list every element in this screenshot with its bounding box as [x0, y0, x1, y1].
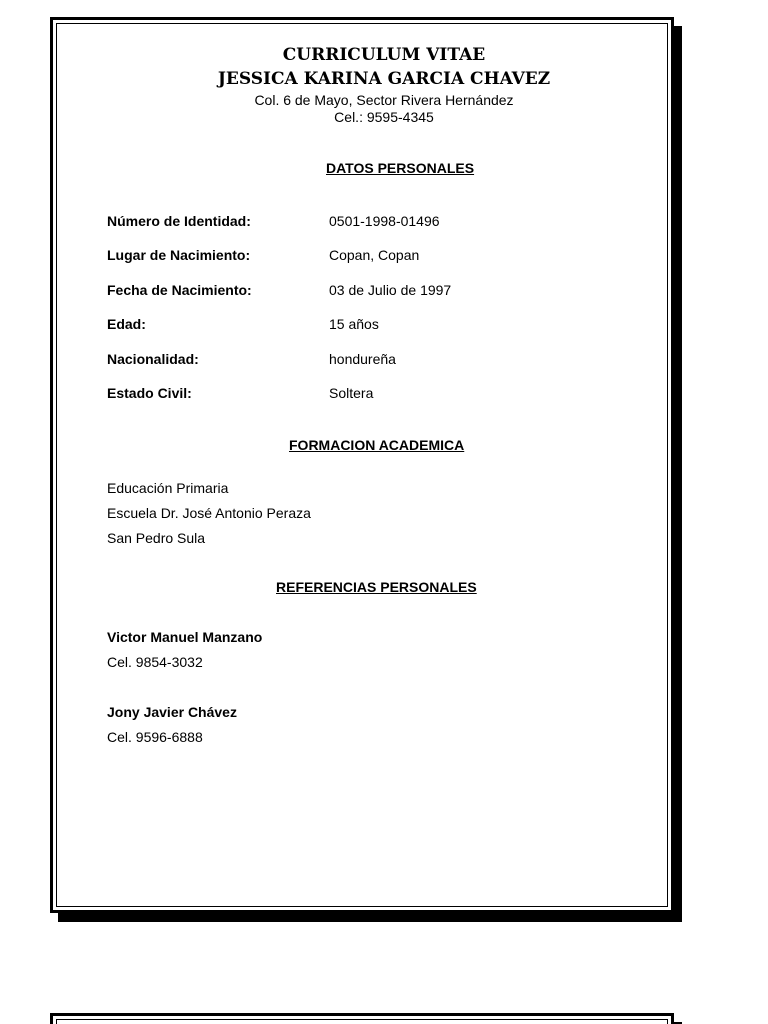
field-label-birthplace: Lugar de Nacimiento: — [107, 247, 251, 263]
section-title-personal: DATOS PERSONALES — [326, 160, 475, 176]
field-value-age: 15 años — [329, 316, 379, 332]
education-line: Escuela Dr. José Antonio Peraza — [107, 505, 311, 521]
reference-phone: Cel. 9854-3032 — [107, 654, 203, 670]
field-label-birthdate: Fecha de Nacimiento: — [107, 282, 252, 298]
section-title-references: REFERENCIAS PERSONALES — [276, 579, 477, 595]
education-line: San Pedro Sula — [107, 530, 206, 546]
field-label-nationality: Nacionalidad: — [107, 351, 199, 367]
section-title-education: FORMACION ACADEMICA — [289, 437, 465, 453]
field-label-marital-status: Estado Civil: — [107, 385, 192, 401]
field-label-age: Edad: — [107, 316, 146, 332]
field-value-birthdate: 03 de Julio de 1997 — [329, 282, 452, 298]
field-value-marital-status: Soltera — [329, 385, 374, 401]
field-value-birthplace: Copan, Copan — [329, 247, 420, 263]
cv-name: JESSICA KARINA GARCIA CHAVEZ — [217, 69, 551, 89]
field-value-nationality: hondureña — [329, 351, 396, 367]
cv-title: CURRICULUM VITAE — [282, 45, 486, 65]
field-value-identity: 0501-1998-01496 — [329, 213, 440, 229]
cv-phone: Cel.: 9595-4345 — [334, 109, 434, 125]
cv-address: Col. 6 de Mayo, Sector Rivera Hernández — [254, 92, 514, 108]
reference-name: Victor Manuel Manzano — [107, 629, 263, 645]
reference-phone: Cel. 9596-6888 — [107, 729, 203, 745]
field-label-identity: Número de Identidad: — [107, 213, 251, 229]
education-line: Educación Primaria — [107, 480, 229, 496]
reference-name: Jony Javier Chávez — [107, 704, 237, 720]
